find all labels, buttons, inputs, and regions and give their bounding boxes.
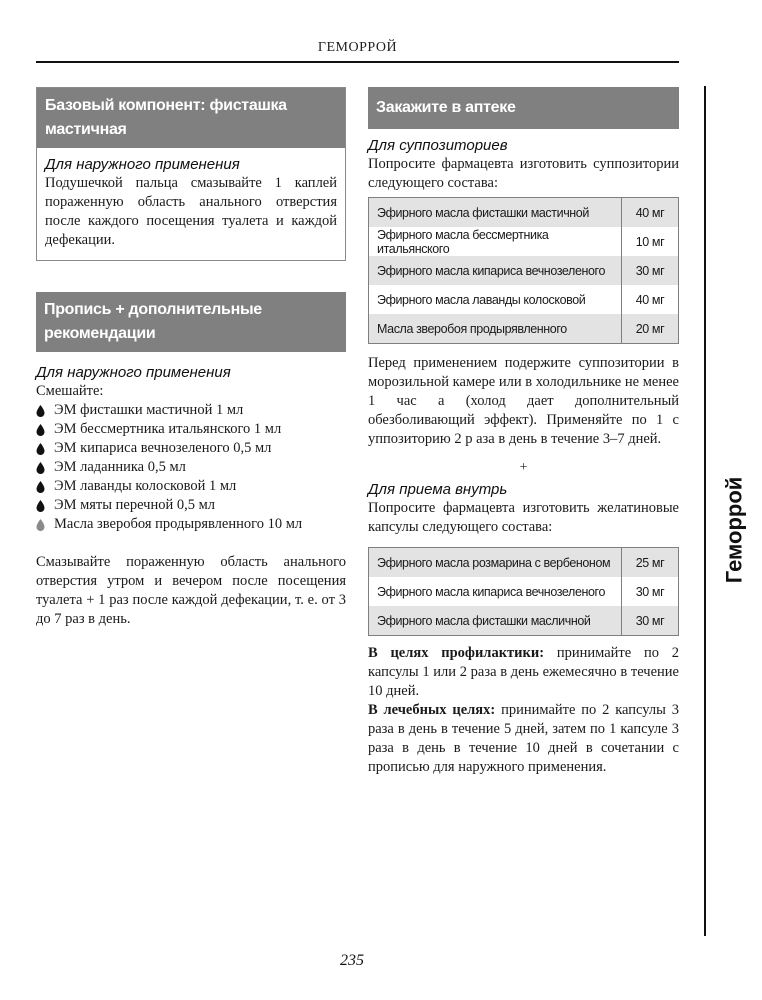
base-component-subhead: Для наружного применения — [45, 156, 240, 173]
ingredient-item — [36, 477, 346, 496]
ingredient-label: ЭМ фисташки мастичной 1 мл — [54, 402, 244, 418]
pharmacy-title: Закажите в аптеке — [368, 87, 679, 129]
suppositories-table — [368, 197, 679, 344]
amount-cell: 25 мг — [622, 548, 679, 578]
ingredient-name-cell: Эфирного масла бессмертника итальянского — [369, 227, 622, 256]
ingredient-name-cell: Эфирного масла розмарина с вербеноном — [369, 548, 622, 578]
table-row — [369, 577, 679, 606]
ingredient-name-cell: Эфирного масла лаванды колосковой — [369, 285, 622, 314]
header-rule — [36, 61, 679, 63]
drop-icon — [36, 519, 45, 531]
external-usage: Смазывайте пораженную область анального отверстия утром и вечером после посещения туалета + 1 раз после каждой дефекации, т. е. от 3 до 7 раз в день. — [36, 554, 346, 627]
drop-icon — [36, 443, 45, 455]
oral-section — [368, 481, 679, 777]
running-head: ГЕМОРРОЙ — [317, 40, 398, 55]
plus-separator: + — [519, 460, 528, 475]
base-component-title: Базовый компонент: фисташка мастичная — [37, 88, 345, 148]
side-rule — [704, 86, 706, 936]
left-column — [36, 87, 346, 629]
amount-cell: 20 мг — [622, 314, 679, 344]
suppositories-intro: Попросите фармацевта изготовить суппозитории следующего состава: — [368, 156, 679, 191]
amount-cell: 30 мг — [622, 606, 679, 636]
page-number: 235 — [340, 952, 364, 969]
ingredient-item — [36, 458, 346, 477]
prevention-lead: В целях профилактики: — [368, 645, 545, 661]
ingredient-label: ЭМ кипариса вечнозеленого 0,5 мл — [54, 440, 272, 456]
drop-icon — [36, 405, 45, 417]
drop-icon — [36, 481, 45, 493]
amount-cell: 30 мг — [622, 577, 679, 606]
table-row — [369, 227, 679, 256]
oral-table — [368, 547, 679, 636]
ingredient-label: ЭМ мяты перечной 0,5 мл — [54, 497, 216, 513]
suppositories-section — [368, 137, 679, 449]
base-component-text: Подушечкой пальца смазывайте 1 каплей пораженную область анального отверстия после каждого посещения туалета и каждой дефекации. — [45, 175, 337, 248]
drop-icon — [36, 462, 45, 474]
base-component-box — [36, 87, 346, 261]
ingredient-name-cell: Эфирного масла кипариса вечнозеленого — [369, 256, 622, 285]
table-row — [369, 606, 679, 636]
amount-cell: 30 мг — [622, 256, 679, 285]
amount-cell: 40 мг — [622, 198, 679, 228]
table-row — [369, 198, 679, 228]
ingredient-item — [36, 496, 346, 515]
suppositories-note: Перед применением подержите суппозитории в морозильной камере или в холодильнике не менее 1 час а (холод дает дополнительный обезболивающий эффект). Применяйте по 1 с уппозиторию 2 р аза в день в течение 3–7 дней. — [368, 355, 679, 447]
external-subhead: Для наружного применения — [36, 364, 231, 381]
treatment-text: принимайте по 2 капсулы 3 раза в день в течение 5 дней, затем по 1 капсуле 3 раза в день в течение 10 дней в сочетании с прописью для наружного применения. — [368, 702, 679, 775]
table-row — [369, 314, 679, 344]
ingredient-item — [36, 515, 346, 534]
treatment-lead: В лечебных целях: — [368, 702, 496, 718]
drop-icon — [36, 424, 45, 436]
table-row — [369, 548, 679, 578]
suppositories-subhead: Для суппозиториев — [368, 137, 508, 154]
ingredient-name-cell: Эфирного масла фисташки мастичной — [369, 198, 622, 228]
ingredient-item — [36, 439, 346, 458]
ingredient-item — [36, 420, 346, 439]
section-side-tab — [712, 450, 756, 610]
ingredient-label: Масла зверобоя продырявленного 10 мл — [54, 516, 303, 532]
treatment-paragraph — [368, 701, 679, 777]
side-tab-label: Геморрой — [721, 476, 746, 584]
external-intro: Смешайте: — [36, 383, 104, 399]
prevention-paragraph — [368, 644, 679, 701]
oral-intro: Попросите фармацевта изготовить желатиновые капсулы следующего состава: — [368, 500, 679, 535]
ingredient-name-cell: Эфирного масла фисташки масличной — [369, 606, 622, 636]
ingredient-list — [36, 401, 346, 534]
table-row — [369, 285, 679, 314]
ingredient-label: ЭМ ладанника 0,5 мл — [54, 459, 186, 475]
external-section — [36, 364, 346, 629]
ingredient-label: ЭМ лаванды колосковой 1 мл — [54, 478, 237, 494]
ingredient-item — [36, 401, 346, 420]
ingredient-label: ЭМ бессмертника итальянского 1 мл — [54, 421, 282, 437]
drop-icon — [36, 500, 45, 512]
amount-cell: 40 мг — [622, 285, 679, 314]
table-row — [369, 256, 679, 285]
recipe-box-title: Пропись + дополнительные рекомендации — [36, 292, 346, 352]
ingredient-name-cell: Эфирного масла кипариса вечнозеленого — [369, 577, 622, 606]
amount-cell: 10 мг — [622, 227, 679, 256]
ingredient-name-cell: Масла зверобоя продырявленного — [369, 314, 622, 344]
right-column — [368, 87, 679, 777]
prevention-text: принимайте по 2 капсулы 1 или 2 раза в день ежемесячно в течение 10 дней. — [368, 645, 679, 699]
oral-subhead: Для приема внутрь — [368, 481, 508, 498]
